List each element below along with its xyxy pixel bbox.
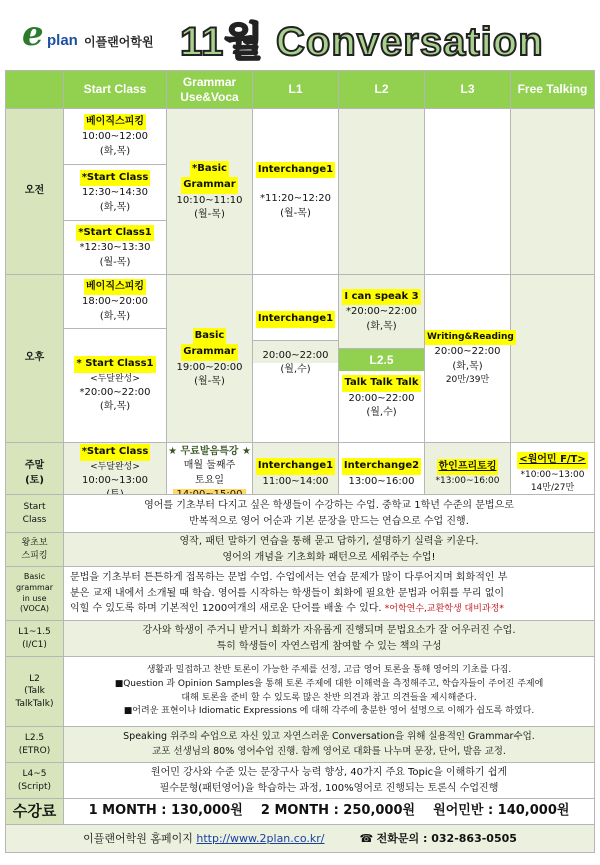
course-label-text: (Script)	[17, 781, 52, 792]
description-line: 영어의 개념을 기초회화 패턴으로 세워주는 수업!	[222, 551, 436, 563]
description-line: 생활과 밀접하고 찬반 토론이 가능한 주제를 선정, 고급 영어 토론을 통해 영어의 기초를 다짐.	[146, 664, 512, 675]
class-name: Talk Talk Talk	[342, 375, 420, 392]
course-label-text: Start	[23, 502, 46, 513]
class-cell	[253, 275, 339, 443]
column-header: Grammar Use&Voca	[167, 71, 253, 109]
class-time: 20:00~22:00	[262, 349, 329, 361]
class-days: (화,목)	[366, 320, 397, 332]
row-label-afternoon: 오후	[6, 275, 64, 443]
class-days: (월,수)	[252, 363, 339, 378]
academy-logo	[22, 14, 172, 54]
class-fee: 14만/27만	[530, 482, 575, 493]
class-name: Interchange1	[256, 311, 335, 328]
fee-text: 1 MONTH : 130,000원 2 MONTH : 250,000원 원어민반 : 140,000원	[64, 799, 595, 825]
description-row	[6, 657, 595, 727]
class-name: Interchange1	[256, 458, 335, 475]
class-days: (월-목)	[194, 376, 225, 387]
class-time: *13:00~16:00	[435, 476, 500, 487]
description-line: 문법을 기초부터 튼튼하게 접목하는 문법 수업. 수업에서는 연습 문제가 많이 다루어지며 회화적인 부	[70, 572, 508, 584]
page-title: 11월 Conversation	[180, 20, 544, 64]
course-description	[64, 621, 595, 657]
class-cell	[425, 275, 514, 443]
course-description	[64, 495, 595, 533]
course-descriptions	[5, 494, 595, 853]
description-line: ■어려운 표현이나 Idiomatic Expressions 에 대해 각주에 충분한 영어 설명으로 이해가 쉽도록 하였다.	[123, 706, 535, 717]
class-days: (월-목)	[280, 207, 311, 219]
class-days: (월-목)	[99, 256, 131, 268]
class-days: (화,목)	[452, 360, 483, 372]
class-name: Grammar	[181, 177, 237, 194]
class-time: 12:30~14:30	[81, 187, 148, 199]
course-label	[6, 657, 64, 727]
class-days: (화,목)	[99, 145, 131, 157]
class-cell	[64, 221, 167, 275]
description-line: 강사와 학생이 주거니 받거니 회화가 자유롭게 진행되며 문법요소가 잘 어우러진 수업.	[142, 625, 516, 636]
description-line: 원어민 강사와 수준 있는 문장구사 능력 향상, 40가지 주요 Topic을 이해하기 쉽게	[150, 767, 508, 778]
course-description	[64, 727, 595, 763]
class-cell	[64, 275, 167, 329]
fee-row	[6, 799, 595, 825]
class-days: (월-목)	[194, 209, 225, 220]
class-time: 20:00~22:00	[434, 346, 501, 357]
course-description	[64, 533, 595, 567]
course-label	[6, 567, 64, 621]
course-label-text: 왕초보	[21, 538, 48, 549]
class-name: Writing&Reading	[425, 330, 516, 345]
homepage-label: 이플랜어학원 홈페이지	[83, 831, 193, 845]
description-line: 대해 토론을 준비 할 수 있도록 많은 찬반 의견과 참고 의견들을 제시해준다.	[181, 692, 477, 703]
class-time: 13:00~16:00	[348, 475, 415, 487]
homepage-link[interactable]: http://www.2plan.co.kr/	[196, 831, 325, 845]
logo-name: 이플랜어학원	[84, 35, 154, 49]
course-label-text: TalkTalk)	[15, 698, 54, 709]
class-time: *11:20~12:20	[259, 193, 331, 205]
event-line: 매월 둘째주	[183, 460, 236, 471]
class-cell	[64, 109, 167, 165]
description-line: 필수문형(패턴영어)을 학습하는 과정, 100%영어로 진행되는 토론식 수업진행	[159, 782, 499, 794]
class-time: 20:00~22:00	[348, 392, 415, 404]
course-label-text: (ETRO)	[18, 745, 51, 756]
class-days: (월,수)	[366, 407, 397, 418]
course-label-text: L2.5	[24, 733, 45, 744]
empty-cell	[511, 275, 595, 443]
class-fee: 20만/39만	[445, 375, 490, 385]
description-line: 익힐 수 있도록 하며 기본적인 1200여개의 새로운 단어를 배울 수 있다.	[70, 603, 382, 615]
row-label-morning: 오전	[6, 109, 64, 275]
course-label	[6, 621, 64, 657]
course-label	[6, 727, 64, 763]
class-cell	[339, 349, 425, 443]
course-label	[6, 763, 64, 799]
course-label-text: L2	[29, 674, 40, 685]
empty-cell	[339, 109, 425, 275]
logo-e: e	[22, 14, 44, 54]
class-cell	[167, 109, 253, 275]
class-cell	[253, 109, 339, 275]
description-row	[6, 495, 595, 533]
corner-cell	[6, 71, 64, 109]
footer	[6, 825, 595, 853]
class-time: *20:00~22:00	[345, 306, 417, 318]
class-time: *12:30~13:30	[79, 242, 151, 254]
phone-icon: ☎	[359, 831, 374, 845]
class-time: *10:00~13:00	[520, 469, 585, 480]
class-time: 10:00~12:00	[81, 131, 148, 143]
class-time: *20:00~22:00	[79, 386, 151, 398]
description-line: 분은 교재 내에서 소개될 때 학습. 영어를 시작하는 학생들이 회화에 필요한 문법과 어휘를 무리 없이	[70, 587, 505, 599]
class-name: 한인프리토킹	[437, 459, 499, 476]
course-label-text: Basic grammar	[15, 571, 54, 592]
course-label-text: (I/C1)	[22, 639, 47, 650]
course-label-text: Class	[22, 514, 47, 525]
column-header: Start Class	[64, 71, 167, 109]
course-label-text: L4~5	[22, 769, 47, 780]
course-label-text: L1~1.5	[18, 627, 51, 638]
class-cell	[64, 329, 167, 443]
class-name: * Start Class1	[74, 356, 155, 373]
phone-number: 전화문의 : 032-863-0505	[376, 831, 517, 845]
description-note: *어학연수,교환학생 대비과정*	[384, 604, 504, 615]
class-name: 베이직스피킹	[84, 279, 146, 296]
description-row	[6, 727, 595, 763]
event-line: 토요일	[195, 474, 224, 486]
description-line: Speaking 위주의 수업으로 자신 있고 자연스러운 Conversation을 위해 실용적인 Grammar수업.	[123, 730, 535, 742]
class-name: *Basic	[190, 161, 229, 178]
class-days: (화,목)	[99, 201, 131, 213]
class-time: 10:10~11:10	[176, 194, 243, 206]
empty-cell	[425, 109, 511, 275]
column-header: L3	[425, 71, 511, 109]
class-days: (화,목)	[99, 310, 131, 322]
class-name: *Start Class1	[76, 225, 154, 242]
column-header-row	[6, 71, 595, 109]
header	[0, 0, 600, 64]
description-line: 교포 선생님의 80% 영어수업 진행. 함께 영어로 대화를 나누며 문장, 단어, 발음 교정.	[152, 745, 506, 757]
class-name: <원어민 F/T>	[517, 452, 588, 469]
class-note: <두달완성>	[90, 373, 140, 384]
course-description	[64, 657, 595, 727]
class-name: Interchange2	[342, 458, 421, 475]
row-label-text: 주말	[24, 460, 45, 471]
course-label	[6, 533, 64, 567]
level-label: L2.5	[339, 349, 424, 371]
column-header: L1	[253, 71, 339, 109]
description-line: 영어를 기초부터 다지고 싶은 학생들이 수강하는 수업. 중학교 1학년 수준의 문법으로	[144, 500, 514, 511]
class-time: 11:00~14:00	[262, 475, 329, 487]
description-row	[6, 533, 595, 567]
description-row	[6, 621, 595, 657]
class-name: I can speak 3	[342, 289, 420, 306]
class-name: *Start Class	[80, 444, 151, 461]
class-name: Interchange1	[256, 162, 335, 179]
fee-label: 수강료	[6, 799, 64, 825]
description-line: 특히 학생들이 자연스럽게 참여할 수 있는 책의 구성	[216, 640, 442, 652]
course-label	[6, 495, 64, 533]
logo-plan: plan	[47, 32, 78, 49]
class-days: (화,목)	[99, 401, 131, 413]
course-label-text: 스피킹	[21, 550, 48, 561]
course-label-text: (Talk	[24, 686, 45, 697]
description-line: ■Question 과 Opinion Samples을 통해 토론 주제에 대한 이해력을 측정해주고, 학습자들이 주어진 주제에	[114, 678, 544, 689]
footer-row	[6, 825, 595, 853]
schedule-table	[5, 70, 595, 505]
class-name: Grammar	[181, 344, 237, 361]
class-note: <두달완성>	[90, 461, 140, 472]
description-row	[6, 567, 595, 621]
event-title: ★ 무료발음특강 ★	[168, 445, 251, 457]
row-label-text: (토)	[25, 474, 44, 486]
class-time: 19:00~20:00	[176, 361, 243, 373]
class-cell	[339, 275, 425, 349]
class-time: 18:00~20:00	[81, 296, 148, 308]
class-cell	[64, 165, 167, 221]
course-description	[64, 763, 595, 799]
empty-cell	[511, 109, 595, 275]
column-header: Free Talking	[511, 71, 595, 109]
course-label-text: (VOCA)	[20, 604, 49, 614]
class-name: Basic	[193, 328, 227, 345]
class-cell	[167, 275, 253, 443]
class-time: 10:00~13:00	[81, 474, 148, 486]
description-line: 반복적으로 영어 어순과 기본 문장을 만드는 연습으로 수업 진행.	[189, 515, 469, 527]
class-name: *Start Class	[80, 170, 151, 187]
class-name: 베이직스피킹	[84, 114, 146, 131]
course-description	[64, 567, 595, 621]
course-label-text: in use	[22, 593, 47, 603]
description-line: 영작, 패턴 말하기 연습을 통해 묻고 답하기, 설명하기 실력을 키운다.	[179, 536, 479, 547]
column-header: L2	[339, 71, 425, 109]
description-row	[6, 763, 595, 799]
